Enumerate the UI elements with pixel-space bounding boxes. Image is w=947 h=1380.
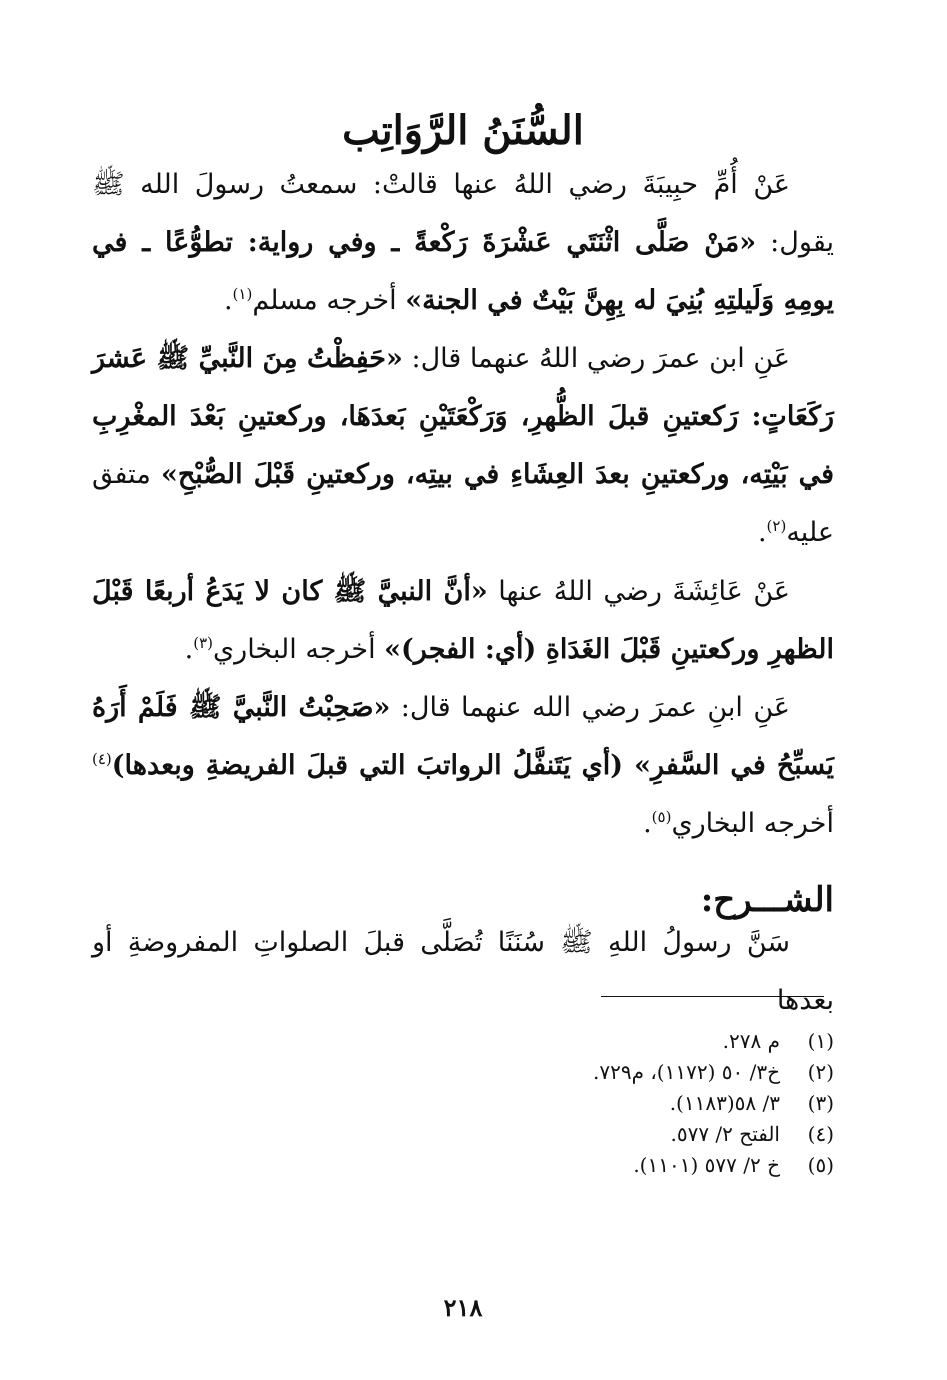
hadith-source: أخرجه البخاري	[671, 808, 834, 839]
footnote-number: (٥)	[807, 1153, 834, 1177]
footnote-number: (١)	[807, 1029, 834, 1053]
sentence-end: .	[757, 517, 767, 548]
hadith-quote: «أنَّ النبيَّ ﷺ كان لا يَدَعُ أربعًا قَبْلَ الظهرِ وركعتينِ قَبْلَ الغَدَاةِ (أي: الفجر)»	[92, 576, 834, 665]
footnote-text: ٣/ ٥٨(١١٨٣).	[669, 1091, 780, 1115]
footnote-item	[92, 1057, 834, 1088]
sentence-end: .	[223, 285, 233, 316]
sentence-end: .	[184, 634, 194, 665]
footnote-item	[92, 1088, 834, 1119]
hadith-paragraph-4	[92, 679, 834, 853]
footnote-ref: (٥)	[651, 808, 672, 826]
chapter-title: السُّنَنُ الرَّوَاتِب	[342, 106, 584, 154]
hadith-paragraph-2	[92, 330, 834, 562]
footnote-number: (٢)	[807, 1060, 834, 1084]
hadith-quote: «مَنْ صَلَّى اثْنَتَي عَشْرَةَ رَكْعةً ـ وفي رواية: تطوُّعًا ـ في يومِهِ وَلَيلتِهِ بُنِيَ له بِهِنَّ بَيْتٌ في الجنة»	[92, 227, 834, 316]
hadith-quote: «حَفِظْتُ مِنَ النَّبيِّ ﷺ عَشرَ رَكَعَاتٍ: رَكعتينِ قبلَ الظُّهرِ، وَرَكْعَتَيْنِ بَعدَهَا، وركعتينِ بَعْدَ المغْرِبِ في بَيْتِه، وركعتينِ بعدَ العِشَاءِ في بيتِه، وركعتينِ قَبْلَ الصُّبْحِ»	[92, 343, 834, 490]
hadith-source: أخرجه البخاري	[213, 634, 385, 665]
hadith-source: متفق عليه	[92, 459, 834, 548]
footnote-ref: (٣)	[193, 634, 214, 652]
hadith-opening: عَنِ ابن عمرَ رضي اللهُ عنهما قال:	[402, 343, 790, 374]
sentence-end: .	[643, 808, 652, 839]
explanation-paragraph: سَنَّ رسولُ اللهِ ﷺ سُنَنًا تُصَلَّى قبلَ الصلواتِ المفروضةِ أو بعدها	[92, 927, 834, 1016]
hadith-quote: «صَحِبْتُ النَّبيَّ ﷺ فَلَمْ أَرَهُ يَسبِّحُ في السَّفرِ» (أي يَتَنفَّلُ الرواتبَ التي قبلَ الفريضةِ وبعدها)	[92, 692, 834, 781]
footnote-item	[92, 1119, 834, 1150]
hadith-paragraph-1	[92, 156, 834, 330]
hadith-opening: عَنْ أُمِّ حبِيبَةَ رضي اللهُ عنها قالتْ: سمعتُ رسولَ الله ﷺ يقول:	[92, 169, 835, 258]
footnote-number: (٣)	[807, 1091, 834, 1115]
footnote-item	[92, 1026, 834, 1057]
footnotes-list	[92, 1026, 834, 1181]
footnote-text: خ٣/ ٥٠ (١١٧٢)، م٧٢٩.	[593, 1060, 780, 1084]
book-page	[92, 0, 834, 1380]
footnote-text: الفتح ٢/ ٥٧٧.	[670, 1122, 780, 1146]
footnote-text: خ ٢/ ٥٧٧ (١١٠١).	[633, 1153, 780, 1177]
hadith-opening: عَنْ عَائِشَةَ رضي اللهُ عنها	[487, 576, 791, 607]
hadith-paragraph-3	[92, 563, 834, 679]
footnote-item	[92, 1150, 834, 1181]
hadith-opening: عَنِ ابنِ عمرَ رضي الله عنهما قال:	[390, 692, 790, 723]
footnote-text: م ٢٧٨.	[722, 1029, 780, 1053]
section-heading: الشـــرح:	[700, 880, 834, 921]
page-number: ٢١٨	[443, 1293, 483, 1322]
footnote-ref: (١)	[232, 285, 253, 303]
footnote-ref: (٤)	[92, 750, 112, 768]
footnote-number: (٤)	[807, 1122, 834, 1146]
footnote-ref: (٢)	[766, 517, 787, 535]
hadith-source: أخرجه مسلم	[252, 285, 406, 316]
footnote-divider	[601, 996, 824, 997]
